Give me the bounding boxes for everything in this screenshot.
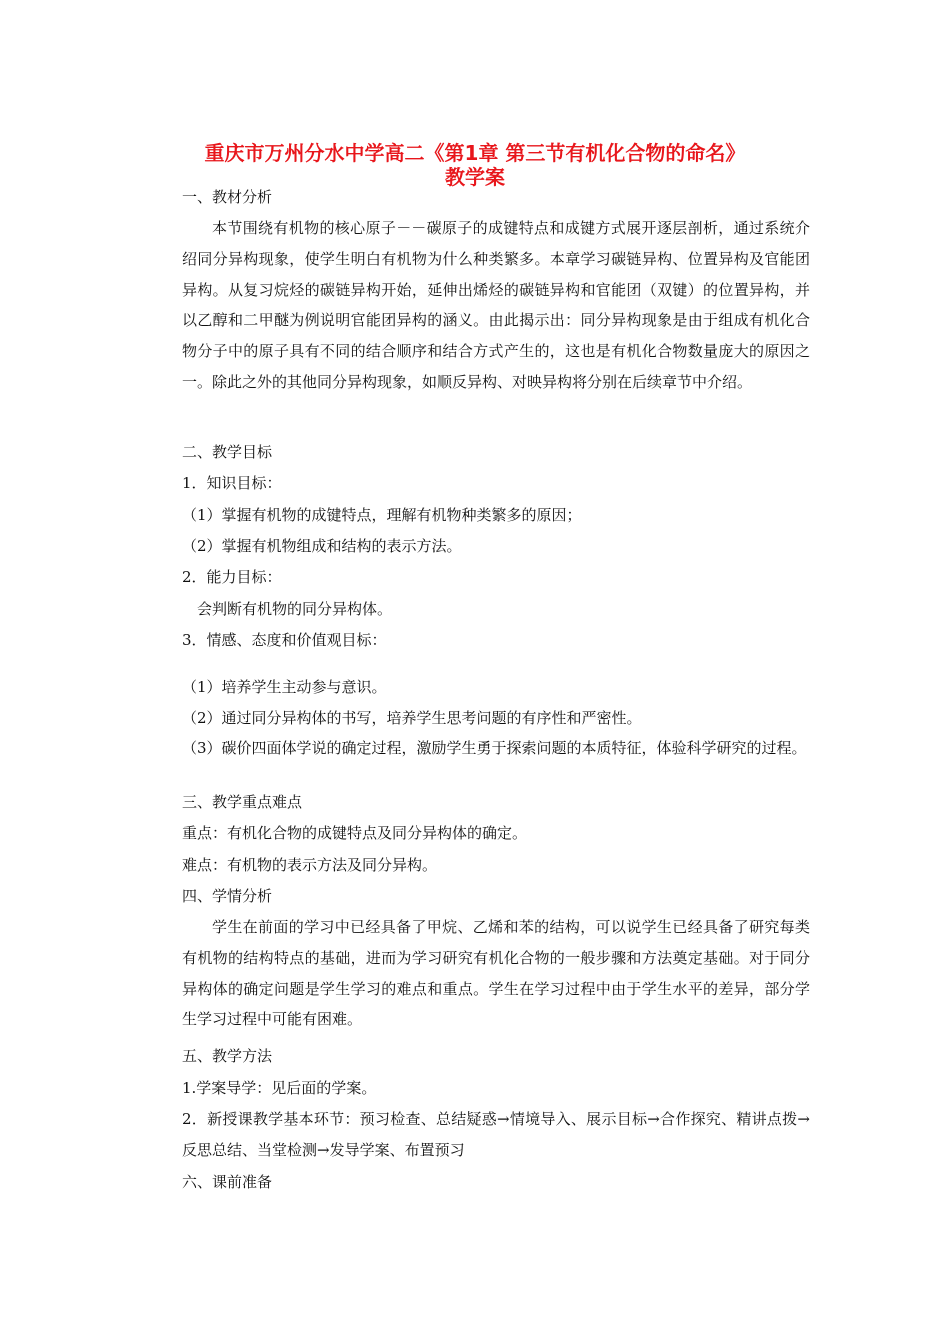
student-analysis-paragraph: 学生在前面的学习中已经具备了甲烷、乙烯和苯的结构，可以说学生已经具备了研究每类有机物的结构特点的基础，进而为学习研究有机化合物的一般步骤和方法奠定基础。对于同分异构体的确定问题是学生学习的难点和重点。学生在学习过程中由于学生水平的差异，部分学生学习过程中可能有困难。 (182, 918, 810, 1029)
section-heading-methods: 五、教学方法 (182, 1047, 273, 1065)
key-point: 重点：有机化合物的成键特点及同分异构体的确定。 (182, 824, 528, 842)
knowledge-objective-2: （2）掌握有机物组成和结构的表示方法。 (182, 537, 462, 555)
knowledge-objective-title: 1．知识目标： (182, 474, 282, 492)
section-heading-student-analysis: 四、学情分析 (182, 887, 273, 905)
method-1: 1.学案导学：见后面的学案。 (182, 1079, 377, 1097)
materials-paragraph: 本节围绕有机物的核心原子－－碳原子的成键特点和成键方式展开逐层剖析，通过系统介绍同分异构现象，使学生明白有机物为什么种类繁多。本章学习碳链异构、位置异构及官能团异构。从复习烷烃的碳链异构开始，延伸出烯烃的碳链异构和官能团（双键）的位置异构，并以乙醇和二甲醚为例说明官能团异构的涵义。由此揭示出：同分异构现象是由于组成有机化合物分子中的原子具有不同的结合顺序和结合方式产生的，这也是有机化合物数量庞大的原因之一。除此之外的其他同分异构现象，如顺反异构、对映异构将分别在后续章节中介绍。 (182, 219, 810, 391)
document-title-line2: 教学案 (445, 165, 505, 189)
ability-objective-1: 会判断有机物的同分异构体。 (197, 600, 393, 618)
knowledge-objective-1: （1）掌握有机物的成键特点，理解有机物种类繁多的原因； (182, 506, 582, 524)
document-title-line1: 重庆市万州分水中学高二《第1章 第三节有机化合物的命名》 (204, 141, 746, 165)
emotion-objective-2: （2）通过同分异构体的书写，培养学生思考问题的有序性和严密性。 (182, 709, 642, 727)
difficult-point: 难点：有机物的表示方法及同分异构。 (182, 856, 438, 874)
emotion-objective-3: （3）碳价四面体学说的确定过程，激励学生勇于探索问题的本质特征，体验科学研究的过程。 (182, 739, 807, 757)
ability-objective-title: 2．能力目标： (182, 568, 282, 586)
emotion-objective-title: 3．情感、态度和价值观目标： (182, 631, 387, 649)
emotion-objective-1: （1）培养学生主动参与意识。 (182, 678, 387, 696)
section-heading-materials: 一、教材分析 (182, 188, 273, 206)
section-heading-objectives: 二、教学目标 (182, 443, 273, 461)
section-heading-key-points: 三、教学重点难点 (182, 793, 303, 811)
section-heading-preparation: 六、课前准备 (182, 1173, 273, 1191)
method-2: 2．新授课教学基本环节：预习检查、总结疑惑→情境导入、展示目标→合作探究、精讲点拨→反思总结、当堂检测→发导学案、布置预习 (182, 1110, 810, 1159)
